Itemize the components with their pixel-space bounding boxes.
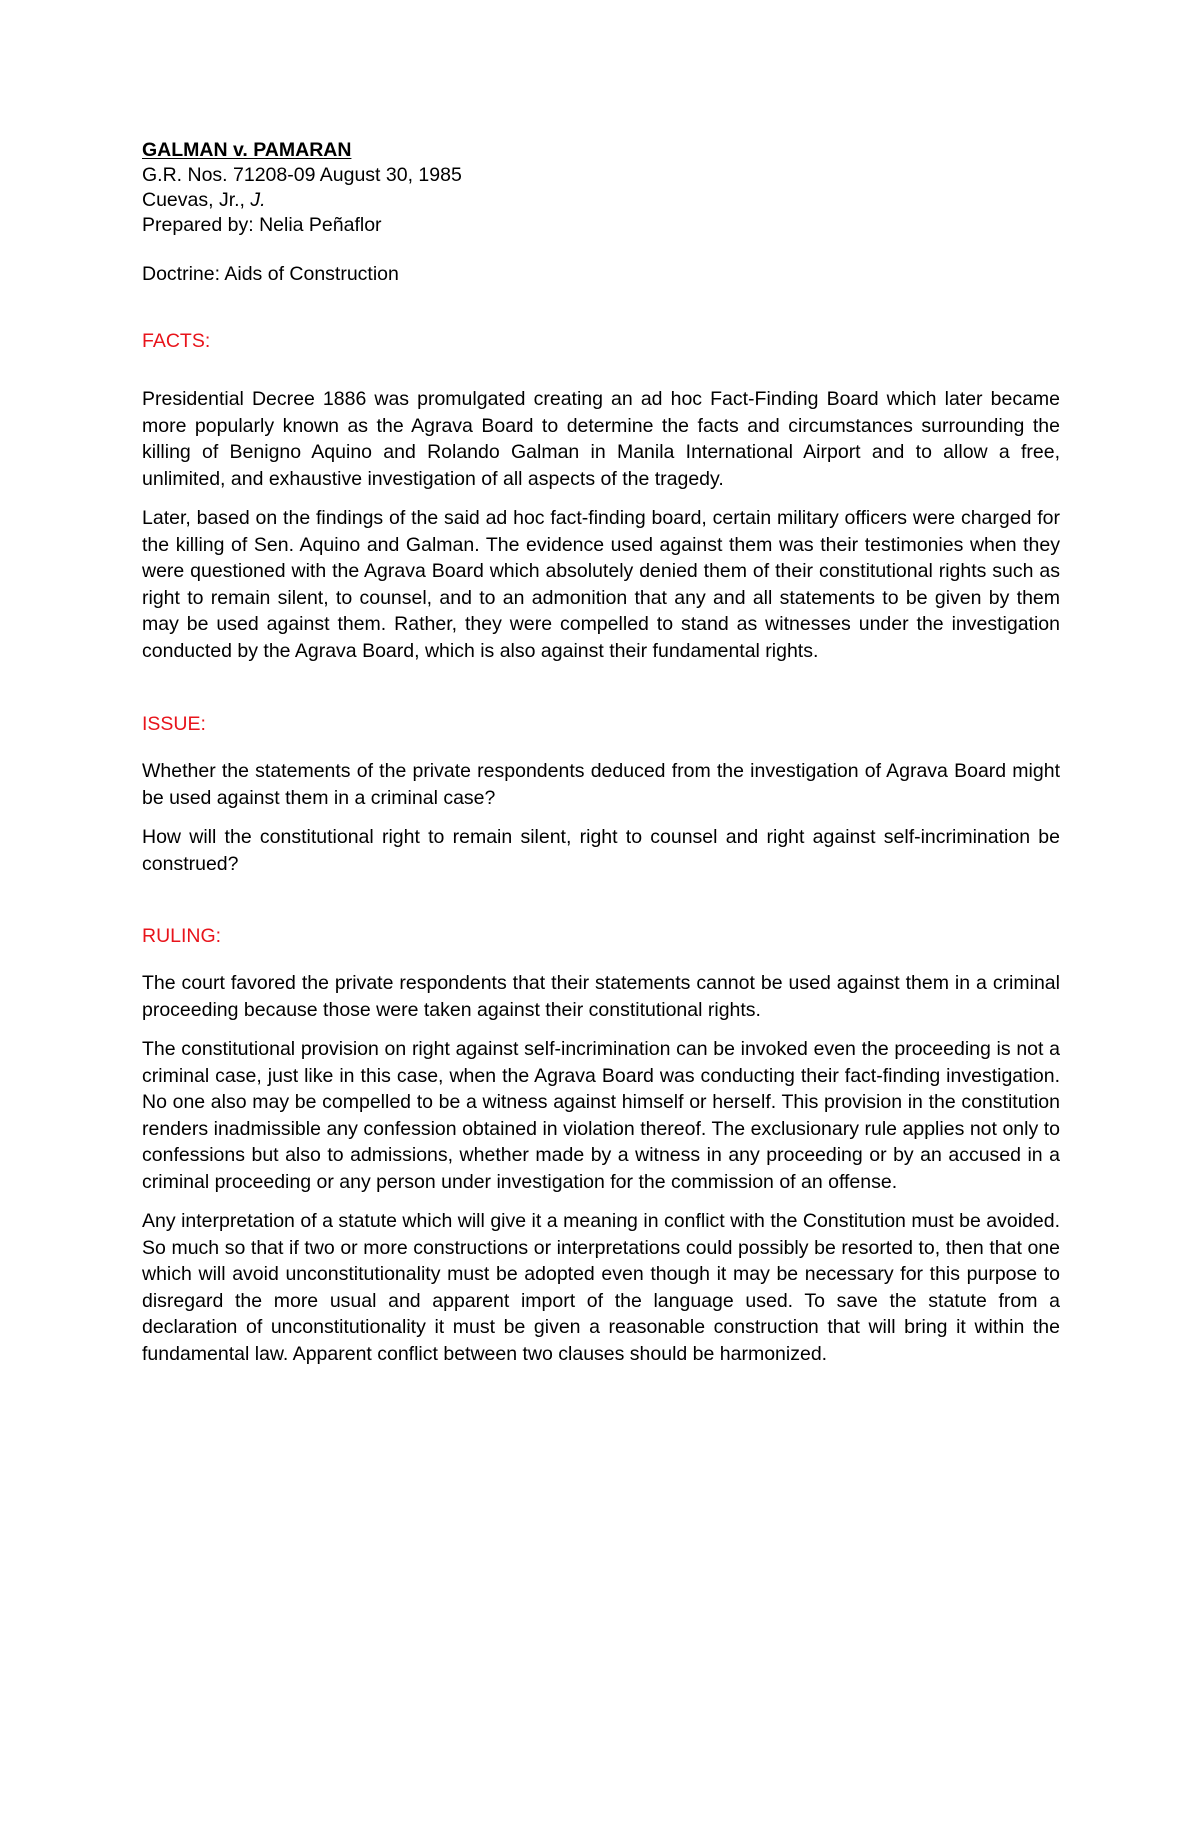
document-page	[142, 138, 1060, 1367]
issue-paragraph-2: How will the constitutional right to remain silent, right to counsel and right against self-incrimination be construed?	[142, 826, 1060, 875]
ruling-paragraph-3: Any interpretation of a statute which will give it a meaning in conflict with the Constitution must be avoided. So much so that if two or more constructions or interpretations could possibly be resorted to, then that one which will avoid unconstitutionality must be adopted even though it may be necessary for this purpose to disregard the more usual and apparent import of the language used. To save the statute from a declaration of unconstitutionality it must be given a reasonable construction that will bring it within the fundamental law. Apparent conflict between two clauses should be harmonized.	[142, 1210, 1060, 1365]
gr-number: G.R. Nos. 71208-09 August 30, 1985	[142, 164, 462, 186]
issue-heading: ISSUE:	[142, 713, 206, 735]
justice-name: Cuevas, Jr.,	[142, 189, 251, 211]
prepared-by: Prepared by: Nelia Peñaflor	[142, 214, 382, 236]
doctrine: Doctrine: Aids of Construction	[142, 263, 399, 285]
ruling-paragraph-1: The court favored the private respondents that their statements cannot be used against them in a criminal proceeding because those were taken against their constitutional rights.	[142, 972, 1060, 1021]
facts-paragraph-2: Later, based on the findings of the said ad hoc fact-finding board, certain military officers were charged for the killing of Sen. Aquino and Galman. The evidence used against them was their testimonies when they were questioned with the Agrava Board which absolutely denied them of their constitutional rights such as right to remain silent, to counsel, and to an admonition that any and all statements to be given by them may be used against them. Rather, they were compelled to stand as witnesses under the investigation conducted by the Agrava Board, which is also against their fundamental rights.	[142, 507, 1060, 662]
issue-paragraph-1: Whether the statements of the private respondents deduced from the investigation of Agrava Board might be used against them in a criminal case?	[142, 760, 1060, 809]
ruling-heading: RULING:	[142, 925, 222, 947]
facts-heading: FACTS:	[142, 330, 211, 352]
justice-suffix: J.	[250, 189, 266, 211]
facts-paragraph-1: Presidential Decree 1886 was promulgated creating an ad hoc Fact-Finding Board which later became more popularly known as the Agrava Board to determine the facts and circumstances surrounding the killing of Benigno Aquino and Rolando Galman in Manila International Airport and to allow a free, unlimited, and exhaustive investigation of all aspects of the tragedy.	[142, 388, 1060, 490]
case-title: GALMAN v. PAMARAN	[142, 139, 352, 161]
ruling-paragraph-2: The constitutional provision on right against self-incrimination can be invoked even the proceeding is not a criminal case, just like in this case, when the Agrava Board was conducting their fact-finding investigation. No one also may be compelled to be a witness against himself or herself. This provision in the constitution renders inadmissible any confession obtained in violation thereof. The exclusionary rule applies not only to confessions but also to admissions, whether made by a witness in any proceeding or by an accused in a criminal proceeding or any person under investigation for the commission of an offense.	[142, 1038, 1060, 1193]
ponente	[142, 188, 1060, 213]
